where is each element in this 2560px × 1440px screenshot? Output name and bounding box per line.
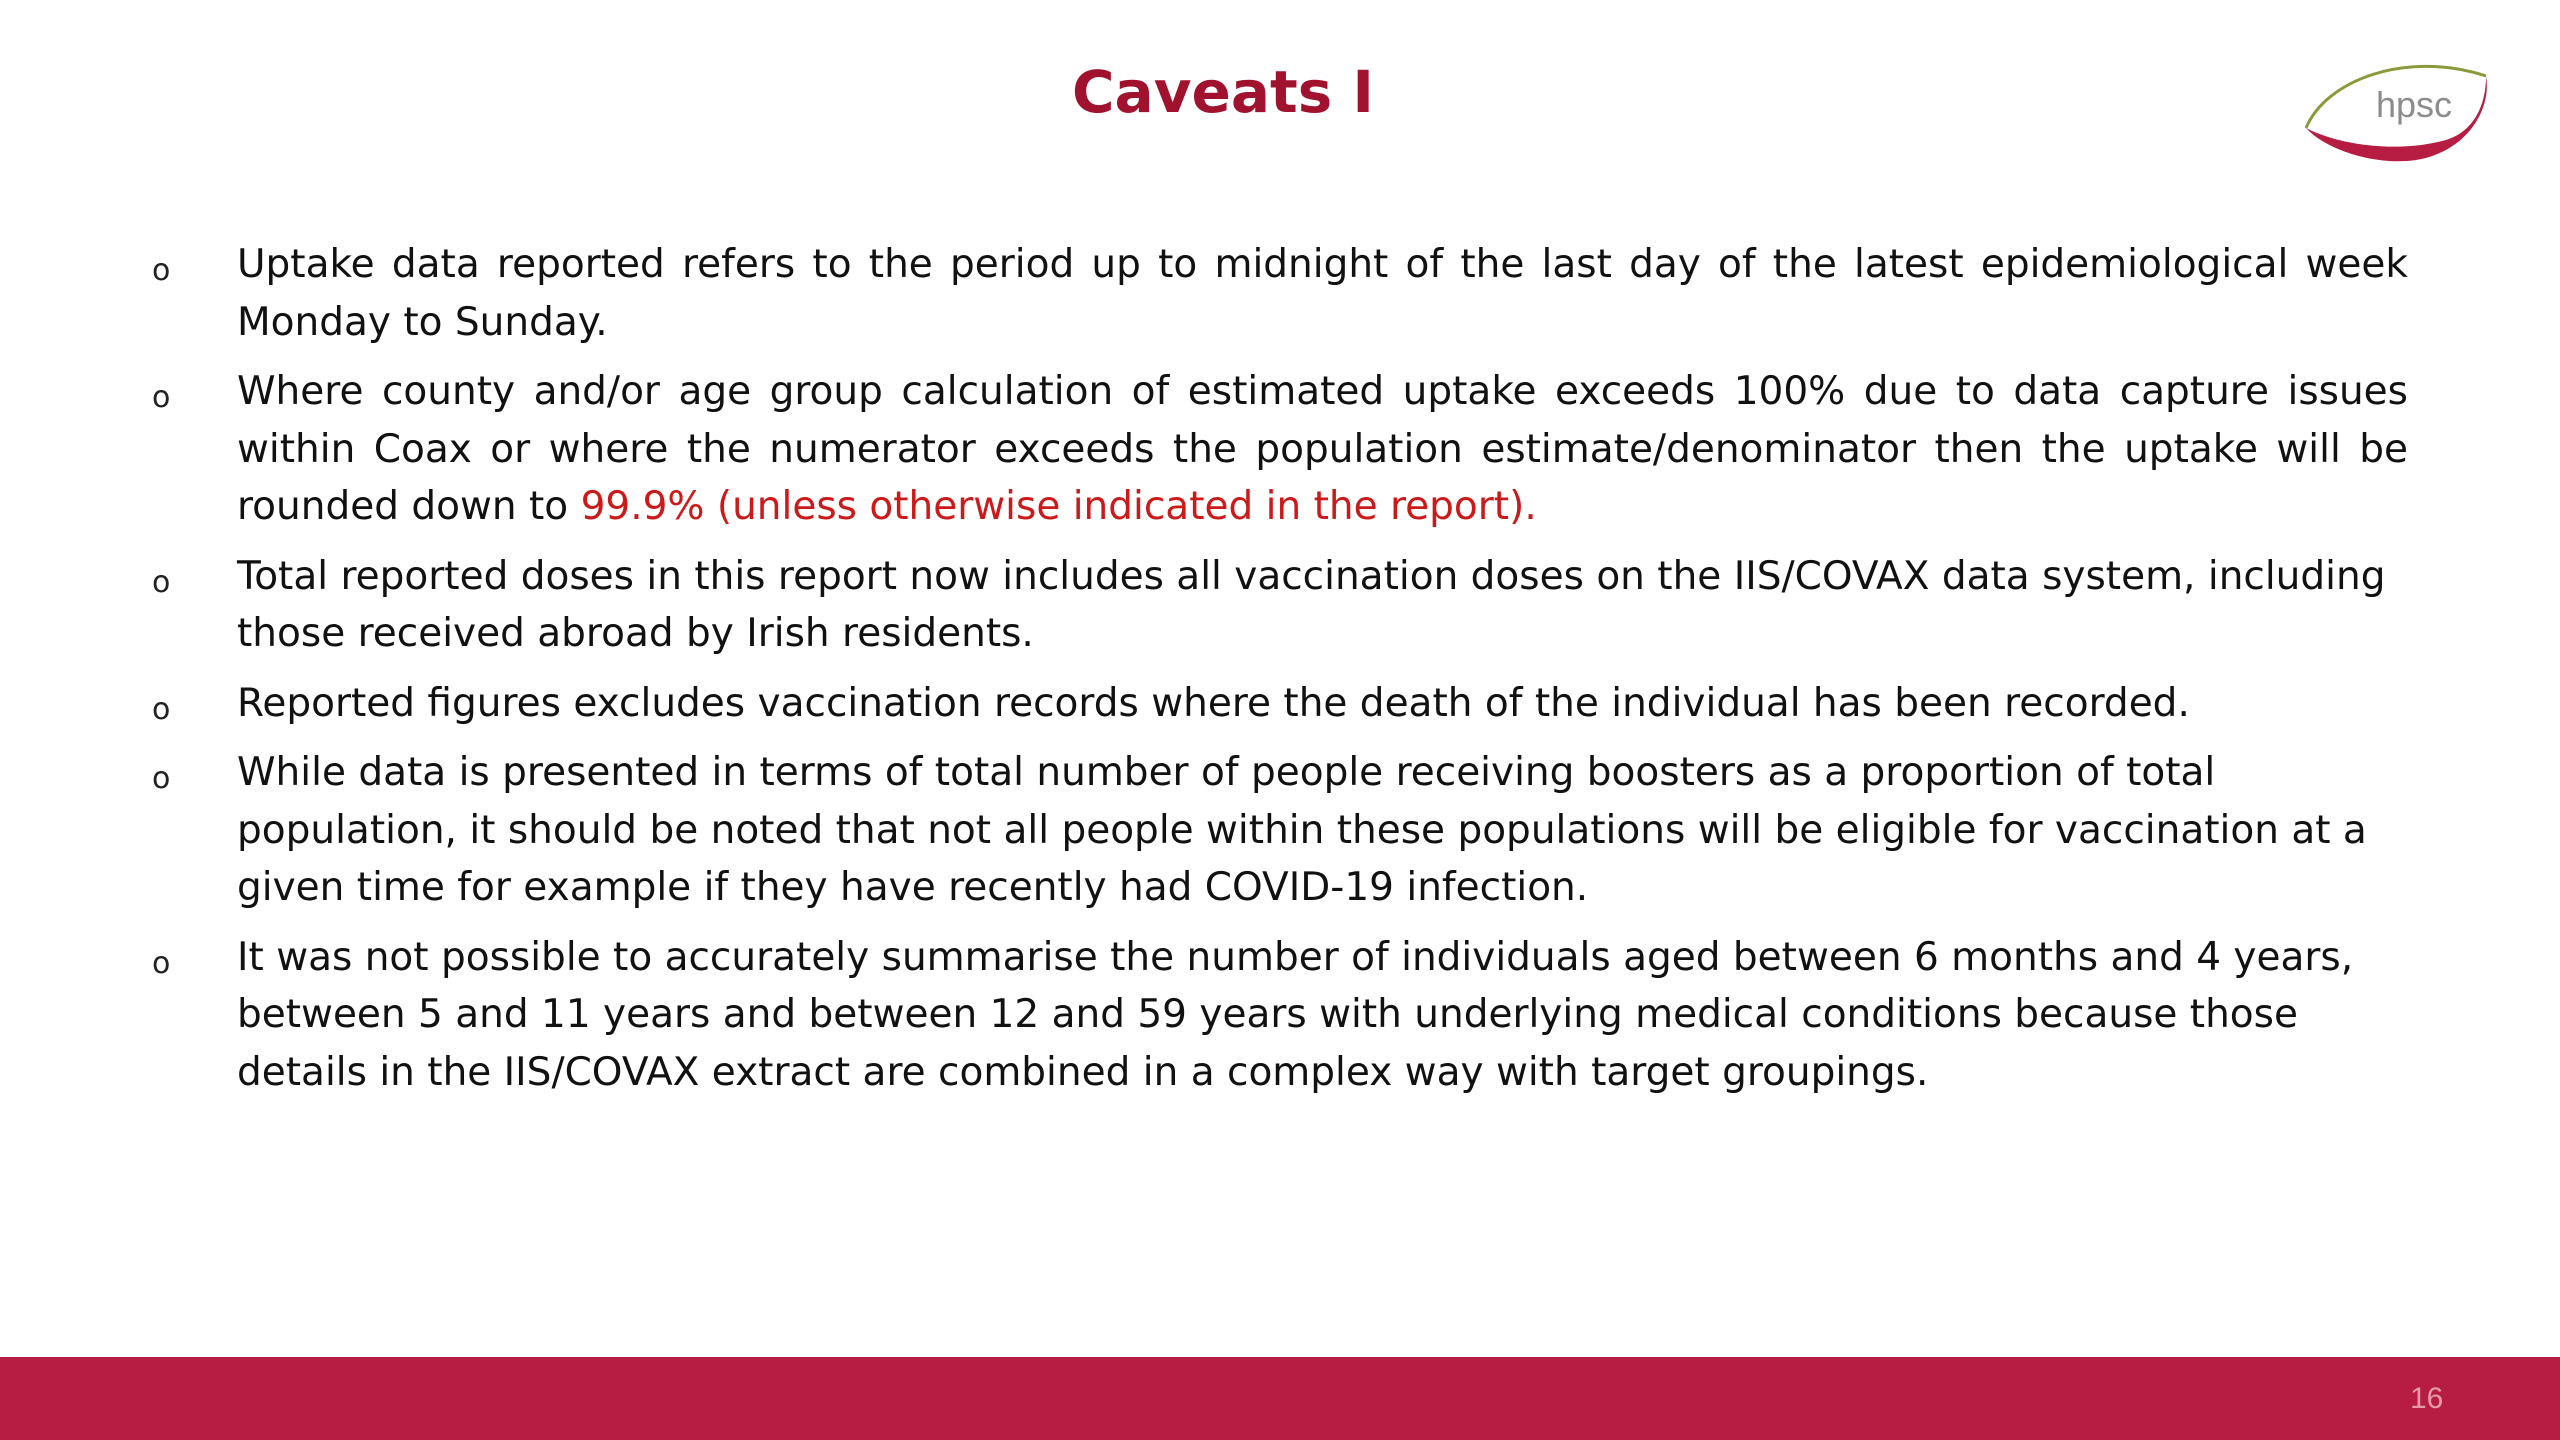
slide-title: Caveats I <box>1071 58 1374 126</box>
page-number: 16 <box>2410 1382 2444 1415</box>
bullet-icon: o <box>152 380 171 415</box>
caveat-item <box>148 363 2408 536</box>
caveat-text: Uptake data reported refers to the period up to midnight of the last day of the latest epidemiological week Monday to Sunday. <box>237 242 2408 345</box>
caveat-text: Where county and/or age group calculation of estimated uptake exceeds 100% due to data capture issues within Coax or where the numerator exceeds the population estimate/denominator then the uptake will be rounded down to <box>237 369 2408 529</box>
bullet-icon: o <box>152 945 171 981</box>
caveat-text: While data is presented in terms of total number of people receiving boosters as a proportion of total population, it should be noted that not all people within these populations will be eligible for vaccination at a given time for example if they have recently had COVID-19 infection. <box>237 750 2367 910</box>
caveat-item <box>148 236 2408 351</box>
caveat-item <box>148 929 2408 1102</box>
caveat-item <box>148 744 2408 917</box>
bullet-icon: o <box>152 253 171 288</box>
caveat-text: Reported figures excludes vaccination records where the death of the individual has been recorded. <box>237 680 2190 726</box>
caveat-highlight: 99.9% (unless otherwise indicated in the report). <box>580 484 1537 529</box>
footer-bar <box>0 1357 2560 1440</box>
bullet-icon: o <box>152 761 171 796</box>
caveat-text: It was not possible to accurately summarise the number of individuals aged between 6 months and 4 years, between 5 and 11 years and between 12 and 59 years with underlying medical conditions because those details in the IIS/COVAX extract are combined in a complex way with target groupings. <box>237 934 2354 1095</box>
caveat-item <box>148 675 2408 733</box>
bullet-icon: o <box>152 691 171 727</box>
caveat-list <box>148 236 2408 1113</box>
logo-text: hpsc <box>2376 84 2453 125</box>
bullet-icon: o <box>152 564 171 600</box>
caveat-item <box>148 548 2408 663</box>
caveat-text: Total reported doses in this report now includes all vaccination doses on the IIS/COVAX data system, including those received abroad by Irish residents. <box>237 553 2386 656</box>
